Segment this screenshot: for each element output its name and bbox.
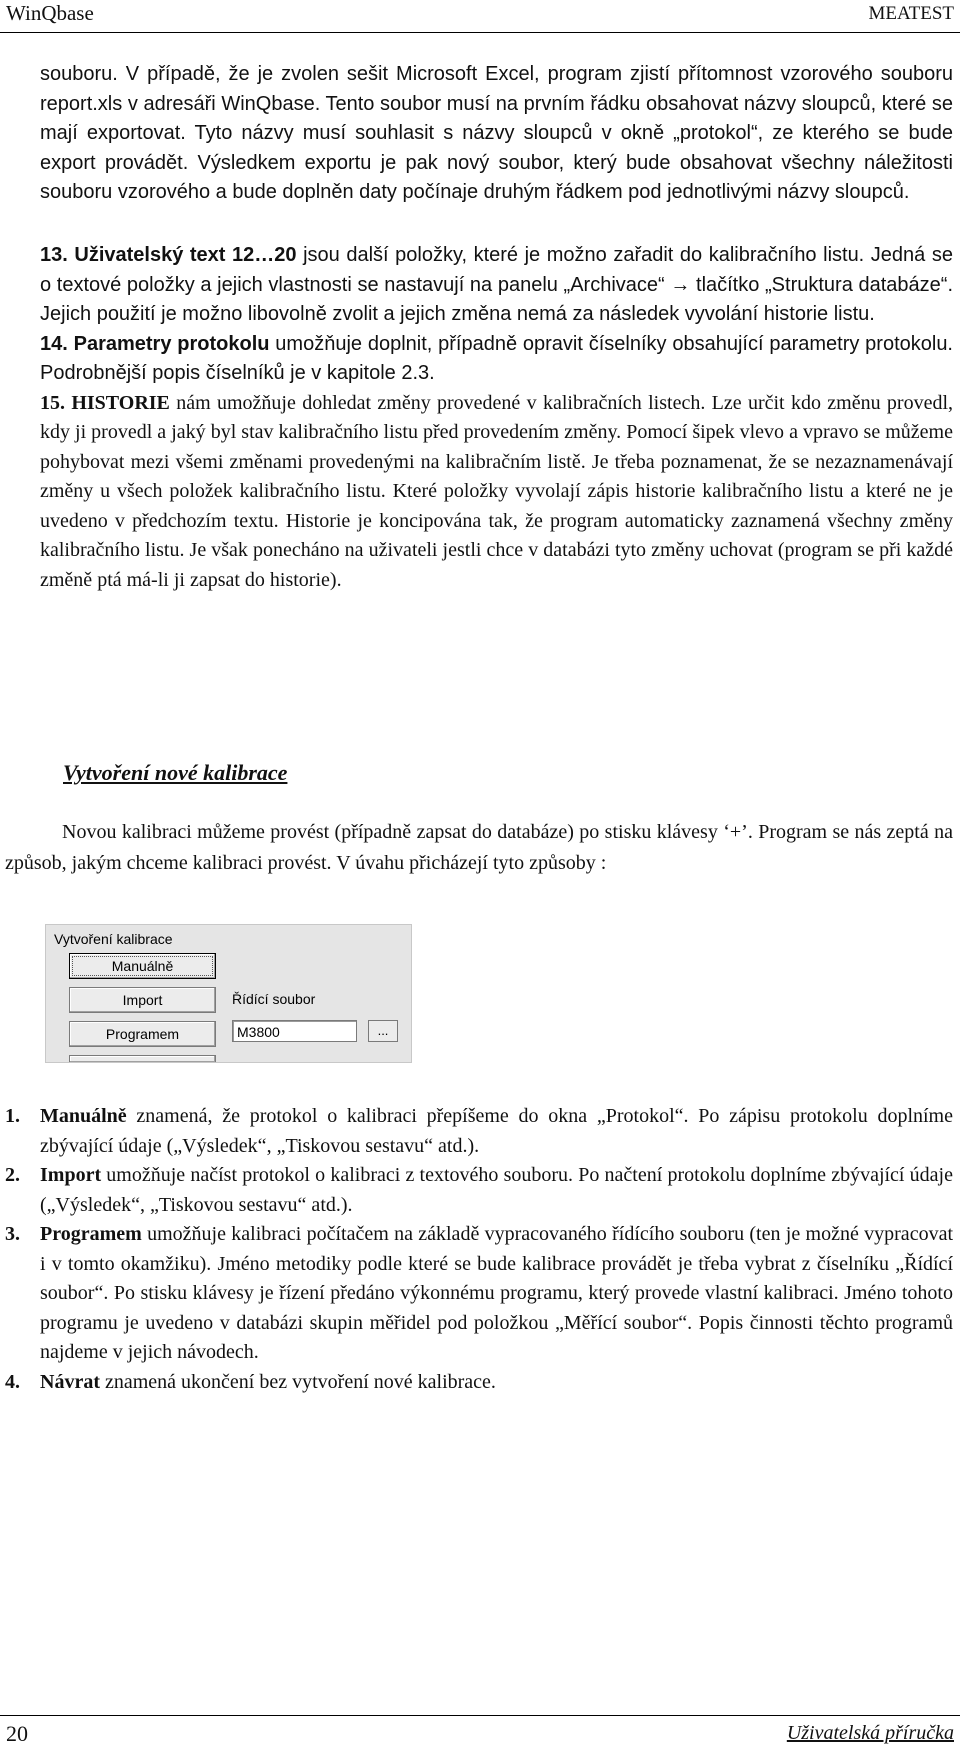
- item-14-text: umožňuje doplnit, případně opravit číselníky obsahující parametry protokolu. Podrobnější popis číselníků je v kapitole 2.3.: [40, 332, 953, 384]
- section-intro-text: Novou kalibraci můžeme provést (případně zapsat do databáze) po stisku klávesy ‘+’. Program se nás zeptá na způsob, jakým chceme kalibraci provést. V úvahu přicházejí tyto způsoby :: [5, 821, 953, 874]
- browse-button[interactable]: ...: [368, 1020, 398, 1042]
- list-item-number: 2.: [5, 1164, 20, 1186]
- create-calibration-dialog: [45, 924, 412, 1063]
- header-company: MEATEST: [868, 3, 954, 24]
- item-15-term: HISTORIE: [71, 391, 170, 414]
- list-item-text: znamená ukončení bez vytvoření nové kalibrace.: [99, 1370, 496, 1393]
- list-item: [5, 1102, 953, 1161]
- list-item-number: 4.: [5, 1370, 20, 1393]
- page-footer: [0, 1715, 960, 1754]
- numbered-items-upper: [40, 241, 953, 595]
- page-number: 20: [6, 1721, 28, 1746]
- footer-title: Uživatelská příručka: [786, 1722, 954, 1744]
- list-item-text: umožňuje kalibraci počítačem na základě vypracovaného řídícího souboru (ten je možné vypracovat i v tomto okamžiku). Jméno metodiky podle které se bude kalibrace provádět je třeba vybrat z číselníku „Řídící soubor“. Po stisku klávesy je řízení předáno výkonnému programu, který provede vlastní kalibraci. Jméno tohoto programu je uvedeno v databázi skupin měřidel pod položkou „Měřící soubor“. Popis činnosti těchto programů najdeme v jejich návodech.: [40, 1223, 953, 1363]
- control-file-input[interactable]: M3800: [232, 1020, 357, 1042]
- item-15-number: 15.: [40, 391, 65, 414]
- import-button[interactable]: Import: [69, 987, 216, 1013]
- list-item-term: Programem: [40, 1223, 142, 1245]
- continuation-paragraph: [40, 60, 953, 208]
- list-item-number: 1.: [5, 1105, 20, 1127]
- item-13-term: Uživatelský text 12…20: [74, 244, 297, 266]
- list-item: [5, 1220, 953, 1368]
- list-item-term: Návrat: [40, 1370, 100, 1393]
- item-13: [40, 241, 953, 330]
- item-15-text: nám umožňuje dohledat změny provedené v kalibračních listech. Lze určit kdo změnu provedl, kdy ji provedl a jaký byl stav kalibračního listu před provedením změny. Pomocí šipek vlevo a vpravo se můžeme pohybovat mezi všemi změnami provedenými na kalibračním listě. Je třeba poznamenat, že se nezaznamenávají změny u všech položek kalibračního listu. Které položky vyvolají zápis historie kalibračního listu a které ne je uvedeno v předchozím textu. Historie je koncipována tak, že program automaticky zaznamená všechny změny kalibračního listu. Je však ponecháno na uživateli jestli chce v databázi tyto změny uchovat (program se při každé změně ptá má-li ji zapsat do historie).: [40, 391, 953, 591]
- creation-methods-list: [5, 1102, 953, 1397]
- list-item-text: umožňuje načíst protokol o kalibraci z textového souboru. Po načtení protokolu doplníme zbývající údaje („Výsledek“, „Tiskovou sestavu“ atd.).: [40, 1164, 953, 1216]
- header-app-name: WinQbase: [6, 1, 94, 25]
- item-14-number: 14.: [40, 332, 68, 355]
- section-title: Vytvoření nové kalibrace: [63, 760, 288, 785]
- item-14: [40, 330, 953, 389]
- page-header: [0, 0, 960, 33]
- manual-button[interactable]: Manuálně: [69, 953, 216, 979]
- list-item: [5, 1368, 953, 1398]
- list-item-text: znamená, že protokol o kalibraci přepíšeme do okna „Protokol“. Po zápisu protokolu doplníme zbývající údaje („Výsledek“, „Tiskovou sestavu“ atd.).: [40, 1105, 953, 1157]
- list-item-term: Import: [40, 1164, 102, 1186]
- program-button[interactable]: Programem: [69, 1021, 216, 1047]
- item-15: [40, 389, 953, 596]
- continuation-text: souboru. V případě, že je zvolen sešit Microsoft Excel, program zjistí přítomnost vzorového souboru report.xls v adresáři WinQbase. Tento soubor musí na prvním řádku obsahovat názvy sloupců, které se mají exportovat. Tyto názvy musí souhlasit s názvy sloupců v okně „protokol“, ze kterého se bude export provádět. Výsledkem exportu je pak nový soubor, který bude obsahovat všechny náležitosti souboru vzorového a bude doplněn daty počínaje druhým řádkem pod jednotlivými názvy sloupců.: [40, 63, 953, 203]
- section-intro: [5, 817, 953, 879]
- control-file-label: Řídící soubor: [232, 991, 316, 1007]
- back-button[interactable]: [69, 1055, 216, 1062]
- list-item: [5, 1161, 953, 1220]
- dialog-title: Vytvoření kalibrace: [54, 931, 173, 947]
- item-13-text: jsou další položky, které je možno zařadit do kalibračního listu. Jedná se o textové položky a jejich vlastnosti se nastavují na panelu „Archivace“ → tlačítko „Struktura databáze“. Jejich použití je možno libovolně zvolit a jejich změna nemá za následek vyvolání historie listu.: [40, 244, 953, 325]
- list-item-term: Manuálně: [40, 1105, 127, 1127]
- list-item-number: 3.: [5, 1223, 20, 1245]
- item-13-number: 13.: [40, 244, 68, 266]
- item-14-term: Parametry protokolu: [73, 332, 270, 355]
